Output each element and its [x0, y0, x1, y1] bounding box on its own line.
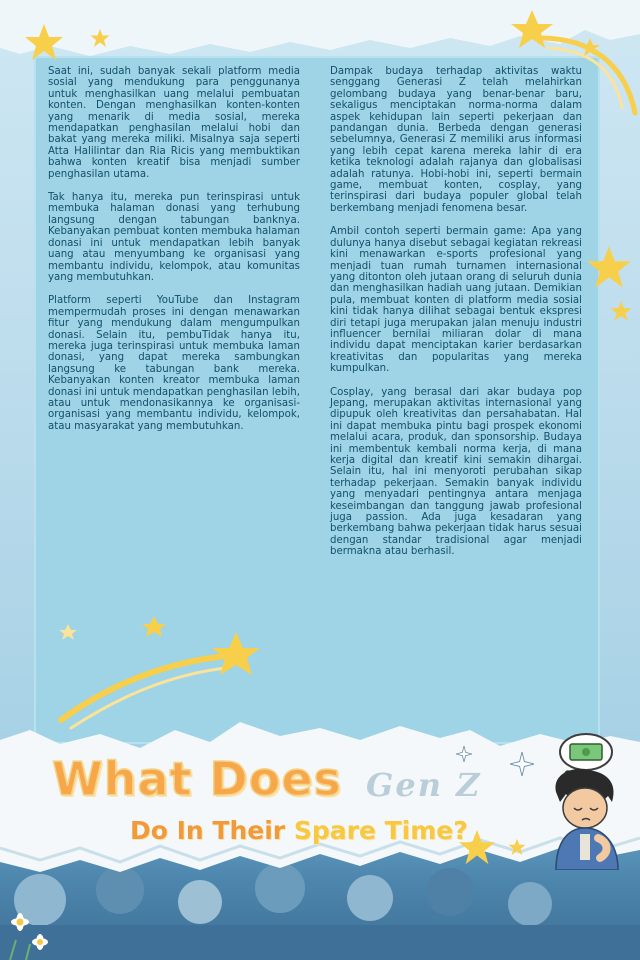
star-icon [586, 244, 632, 290]
sparkle-icon [456, 746, 472, 762]
paragraph: Ambil contoh seperti bermain game: Apa yang dulunya hanya disebut sebagai kegiatan rekreasi kini menawarkan e-sports profesional yang menjadi tuan rumah turnamen internasional yang ditonton oleh jutaan orang di seluruh dunia dan menghasilkan hadiah uang jutaan. Demikian pula, membuat konten di platform media sosial kini tidak hanya dilihat sebagai bentuk ekspresi diri tetapi juga merupakan jalan menuju industri influencer bernilai miliaran dolar di mana individu dapat menciptakan karier berdasarkan kreativitas dan popularitas yang mereka kumpulkan. [330, 226, 582, 375]
star-icon [24, 22, 64, 62]
title-subtitle-highlight: Spare Time? [293, 816, 468, 845]
title-main: What Does [52, 752, 342, 806]
title-subtitle-start: Do In Their [130, 816, 286, 845]
left-text-column [48, 66, 300, 444]
avatar-illustration [538, 730, 638, 870]
paragraph: Cosplay, yang berasal dari akar budaya pop Jepang, merupakan aktivitas internasional yang dipupuk oleh kreativitas dan persahabatan. Hal ini dapat membuka pintu bagi prospek ekonomi melalui acara, produk, dan sponsorship. Budaya ini membentuk kembali norma kerja, di mana kerja digital dan kreatif kini semakin dihargai. Selain itu, hal ini menyoroti perubahan sikap terhadap pekerjaan. Semakin banyak individu yang menyadari pentingnya antara menjaga keseimbangan dan tanggung jawab profesional juga passion. Ada juga kesadaran yang berkembang bahwa pekerjaan tidak harus sesuai dengan standar tradisional agar menjadi bermakna atau berhasil. [330, 386, 582, 558]
title-script: Gen Z [366, 766, 482, 804]
star-icon [458, 828, 496, 866]
title-subtitle [130, 816, 468, 845]
shooting-star-icon [510, 8, 640, 118]
flower-icon [0, 900, 60, 960]
right-text-column [330, 66, 582, 570]
star-icon [610, 300, 632, 322]
sparkle-icon [510, 752, 534, 776]
paragraph: Dampak budaya terhadap aktivitas waktu senggang Generasi Z telah melahirkan gelombang budaya yang benar-benar baru, sekaligus menciptakan norma-norma dalam aspek kehidupan lain seperti pekerjaan dan pandangan dunia. Berbeda dengan generasi sebelumnya, Generasi Z memiliki arus informasi yang lebih cepat karena mereka lahir di era ketika teknologi adalah rajanya dan globalisasi adalah ratunya. Hobi-hobi ini, seperti bermain game, membuat konten, cosplay, yang terinspirasi dari budaya populer global telah berkembang menjadi fenomena besar. [330, 66, 582, 214]
star-icon [90, 28, 110, 48]
paragraph: Tak hanya itu, mereka pun terinspirasi untuk membuka halaman donasi yang terhubung langsung dengan tabungan banknya. Kebanyakan pembuat konten membuka halaman donasi ini untuk mendapatkan lebih banyak uang atau menyumbang ke organisasi yang membantu individu, kelompok, atau komunitas yang membutuhkan. [48, 192, 300, 283]
paragraph: Platform seperti YouTube dan Instagram mempermudah proses ini dengan menawarkan fitur yang mendukung dalam mengumpulkan donasi. Selain itu, pembuTidak hanya itu, mereka juga terinspirasi untuk membuka laman donasi, yang dapat mereka sambungkan langsung ke tabungan bank mereka. Kebanyakan konten kreator membuka laman donasi ini untuk mendapatkan penghasilan lebih, atau untuk mendonasikannya ke organisasi-organisasi yang membantu individu, kelompok, atau masyarakat yang membutuhkan. [48, 295, 300, 432]
paragraph: Saat ini, sudah banyak sekali platform media sosial yang mendukung para penggunanya untuk menghasilkan uang melalui pembuatan konten. Dengan menghasilkan konten-konten yang menarik di media sosial, mereka mendapatkan penghasilan melalui hobi dan bakat yang mereka miliki. Misalnya saja seperti Atta Halilintar dan Ria Ricis yang membuktikan bahwa konten kreatif bisa menjadi sumber penghasilan utama. [48, 66, 300, 180]
star-icon [508, 838, 526, 856]
